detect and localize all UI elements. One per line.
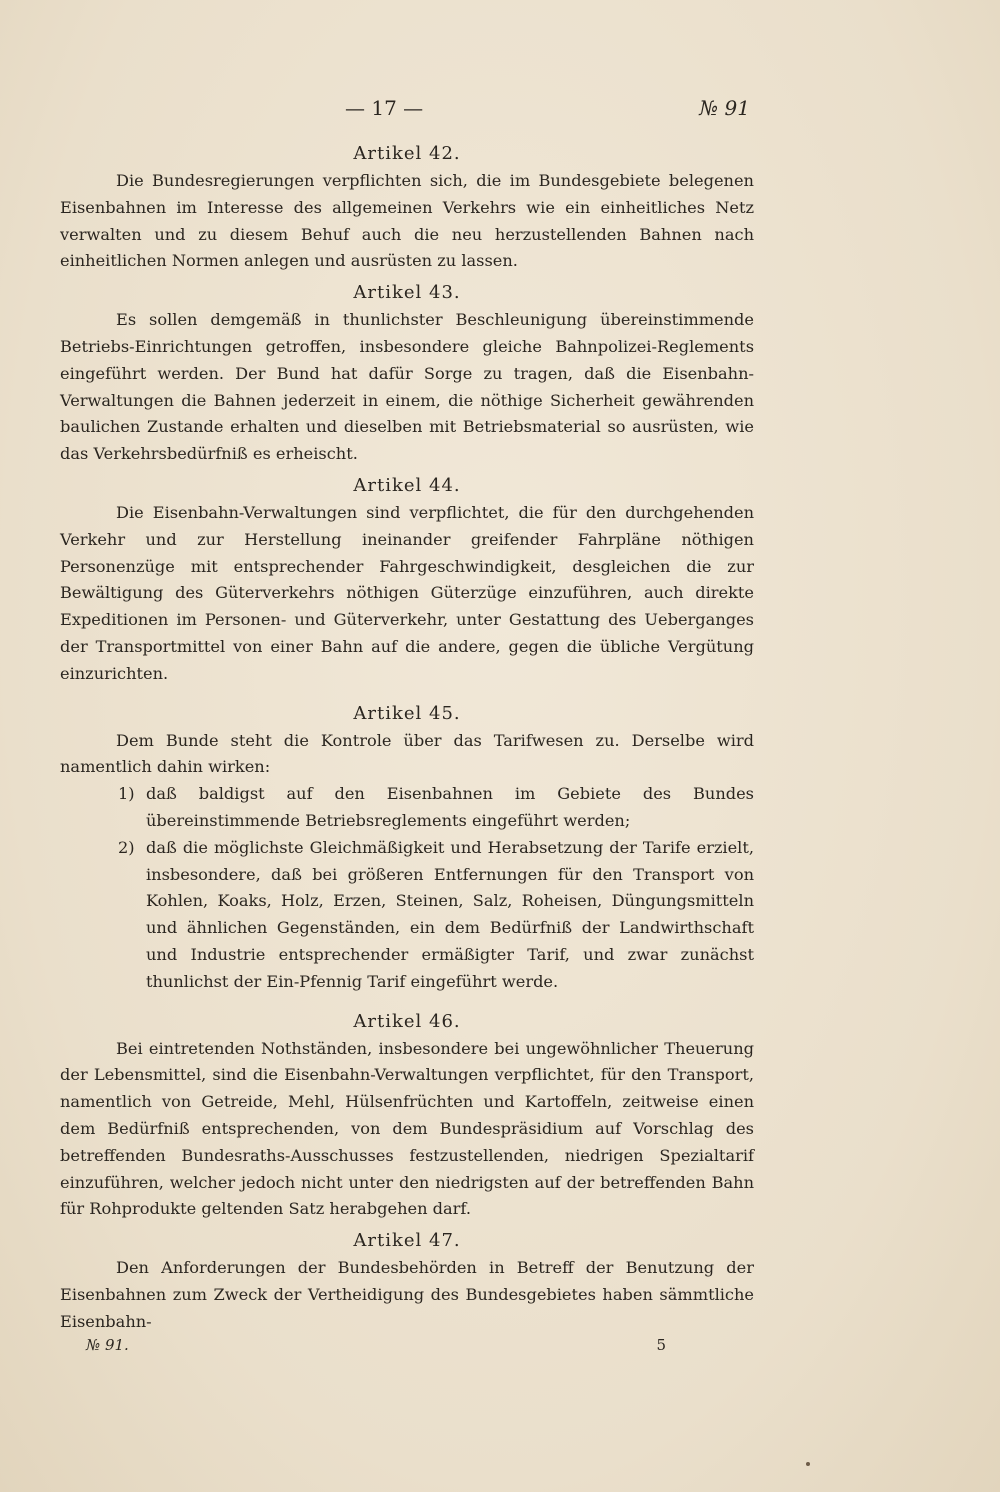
article-45-text: [60, 728, 754, 782]
page-body: [60, 140, 754, 1335]
article-47-heading: Artikel 47.: [353, 1230, 461, 1252]
article-47-body: Den Anforderungen der Bundesbehörden in Betreff der Benutzung der Eisenbahnen zum Zweck der Vertheidigung des Bundesgebietes haben sämmtliche Eisenbahn-: [60, 1258, 754, 1331]
article-44-body: Die Eisenbahn-Verwaltungen sind verpflichtet, die für den durchgehenden Verkehr und zur Herstellung ineinander greifender Fahrpläne nöthigen Personenzüge mit entsprechender Fahrgeschwindigkeit, desgleichen die zur Bewältigung des Güterverkehrs nöthigen Güterzüge einzuführen, auch direkte Expeditionen im Personen- und Güterverkehr, unter Gestattung des Ueberganges der Transportmittel von einer Bahn auf die andere, gegen die übliche Vergütung einzurichten.: [60, 502, 754, 683]
article-43-text: [60, 307, 754, 468]
article-43-body: Es sollen demgemäß in thunlichster Beschleunigung übereinstimmende Betriebs-Einrichtungen getroffen, insbesondere gleiche Bahnpolizei-Reglements eingeführt werden. Der Bund hat dafür Sorge zu tragen, daß die Eisenbahn-Verwaltungen die Bahnen jederzeit in einem, die nöthige Sicherheit gewährenden baulichen Zustande erhalten und dieselben mit Betriebsmaterial so ausrüsten, wie das Verkehrsbedürfniß es erheischt.: [60, 310, 754, 464]
article-43-heading: Artikel 43.: [353, 282, 461, 304]
article-46-text: [60, 1036, 754, 1224]
page-header: [60, 96, 750, 126]
article-42-text: [60, 168, 754, 275]
list-item-text: daß die möglichste Gleichmäßigkeit und Herabsetzung der Tarife erzielt, insbesondere, daß bei größeren Entfernungen für den Transport von Kohlen, Koaks, Holz, Erzen, Steinen, Salz, Roheisen, Düngungsmitteln und ähnlichen Gegenständen, ein dem Bedürfniß der Landwirthschaft und Industrie entsprechender ermäßigter Tarif, und zwar zunächst thunlichst der Ein-Pfennig Tarif eingeführt werde.: [146, 837, 754, 991]
article-45-item-1: [60, 781, 754, 835]
article-45-heading: Artikel 45.: [353, 702, 461, 724]
issue-number: № 91: [699, 96, 750, 120]
paper-speck: [806, 1462, 810, 1466]
article-45-body: Dem Bunde steht die Kontrole über das Tarifwesen zu. Derselbe wird namentlich dahin wirken:: [60, 730, 754, 777]
article-45-item-2: [60, 835, 754, 996]
list-item-text: daß baldigst auf den Eisenbahnen im Gebiete des Bundes übereinstimmende Betriebsreglements eingeführt werden;: [146, 784, 754, 830]
article-47-text: [60, 1255, 754, 1335]
article-42-heading: Artikel 42.: [353, 143, 461, 164]
article-44-text: [60, 500, 754, 688]
page-footer: [86, 1336, 666, 1360]
article-44-heading: Artikel 44.: [353, 474, 461, 496]
article-46-body: Bei eintretenden Nothständen, insbesondere bei ungewöhnlicher Theuerung der Lebensmittel, sind die Eisenbahn-Verwaltungen verpflichtet, für den Transport, namentlich von Getreide, Mehl, Hülsenfrüchten und Kartoffeln, zeitweise einen dem Bedürfniß entsprechenden, von dem Bundespräsidium auf Vorschlag des betreffenden Bundesraths-Ausschusses festzustellenden, niedrigen Spezialtarif einzuführen, welcher jedoch nicht unter den niedrigsten auf der betreffenden Bahn für Rohprodukte geltenden Satz herabgehen darf.: [60, 1038, 754, 1219]
article-46-heading: Artikel 46.: [353, 1010, 461, 1032]
footer-issue: № 91.: [86, 1336, 129, 1354]
article-42-body: Die Bundesregierungen verpflichten sich, die im Bundesgebiete belegenen Eisenbahnen im Interesse des allgemeinen Verkehrs wie ein einheitliches Netz verwalten und zu diesem Behuf auch die neu herzustellenden Bahnen nach einheitlichen Normen anlegen und ausrüsten zu lassen.: [60, 171, 754, 271]
list-number: 2): [118, 837, 135, 857]
list-number: 1): [118, 784, 135, 804]
sheet-number: 5: [656, 1336, 666, 1354]
page-number: — 17 —: [345, 96, 424, 120]
